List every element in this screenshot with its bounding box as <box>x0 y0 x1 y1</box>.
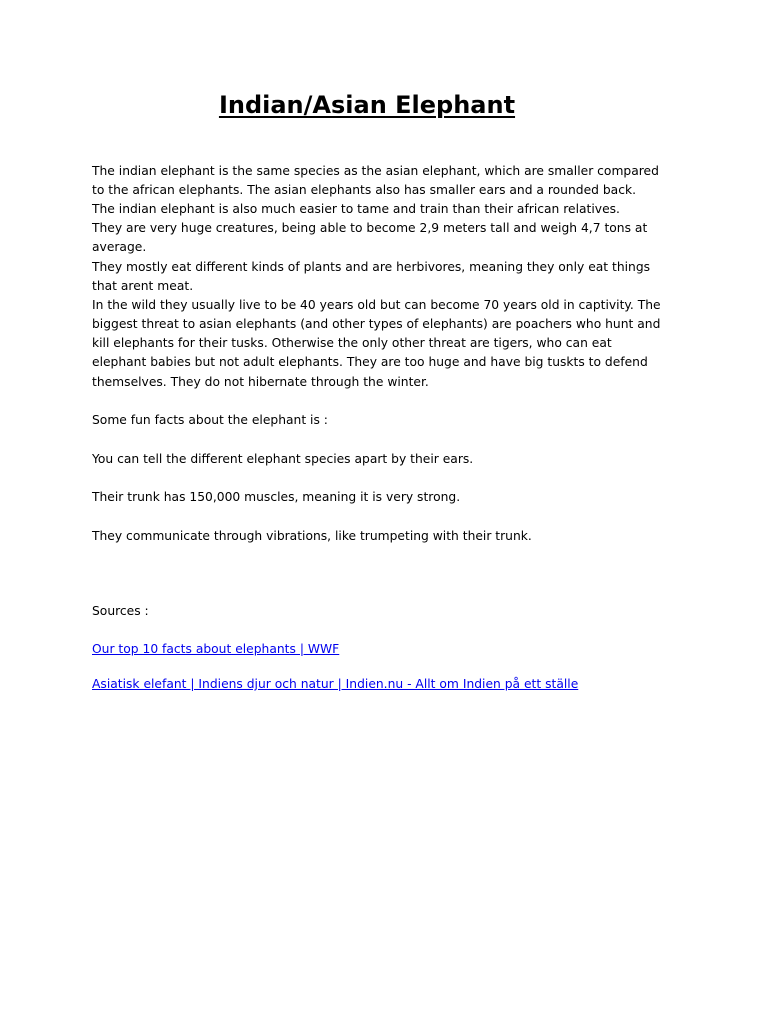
body-line: They are very huge creatures, being able to become 2,9 meters tall and weigh 4,7 tons at <box>92 221 648 235</box>
body-line: biggest threat to asian elephants (and other types of elephants) are poachers who hunt and <box>92 317 661 331</box>
body-line: They mostly eat different kinds of plants and are herbivores, meaning they only eat things <box>92 260 651 274</box>
body-line: The indian elephant is also much easier to tame and train than their african relatives. <box>92 202 620 216</box>
sources-heading: Sources : <box>92 604 149 618</box>
body-line: average. <box>92 240 147 254</box>
body-line: In the wild they usually live to be 40 years old but can become 70 years old in captivity. The <box>92 298 661 312</box>
body-line: elephant babies but not adult elephants. They are too huge and have big tuskts to defend <box>92 355 648 369</box>
body-line: themselves. They do not hibernate through the winter. <box>92 375 429 389</box>
body-line: The indian elephant is the same species as the asian elephant, which are smaller compared <box>92 164 659 178</box>
body-line: that arent meat. <box>92 279 194 293</box>
body-line: kill elephants for their tusks. Otherwise the only other threat are tigers, who can eat <box>92 336 612 350</box>
document-title: Indian/Asian Elephant <box>218 91 516 119</box>
fun-fact: They communicate through vibrations, like trumpeting with their trunk. <box>92 529 532 543</box>
source-link-wwf[interactable]: Our top 10 facts about elephants | WWF <box>92 642 340 656</box>
fun-fact: Their trunk has 150,000 muscles, meaning it is very strong. <box>92 490 461 504</box>
body-line: to the african elephants. The asian elephants also has smaller ears and a rounded back. <box>92 183 636 197</box>
source-link-indien[interactable]: Asiatisk elefant | Indiens djur och natur | Indien.nu - Allt om Indien på ett ställe <box>92 677 579 691</box>
fun-facts-heading: Some fun facts about the elephant is : <box>92 413 328 427</box>
fun-fact: You can tell the different elephant species apart by their ears. <box>92 452 474 466</box>
